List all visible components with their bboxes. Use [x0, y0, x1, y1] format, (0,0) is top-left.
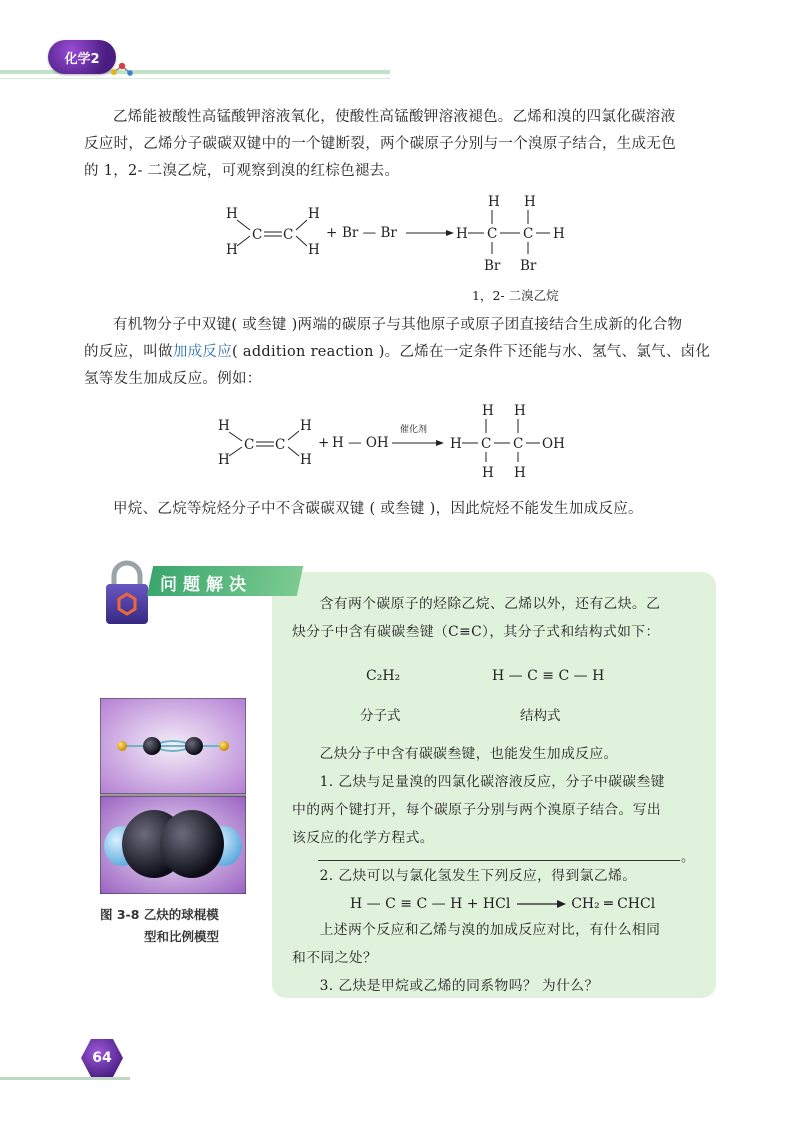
caption-line: 图 3-8 乙炔的球棍模 [100, 907, 219, 922]
lock-icon [104, 560, 150, 626]
atom-c: C [244, 437, 255, 453]
atom-c: C [513, 436, 524, 452]
text-fragment: 的反应，叫做 [84, 344, 173, 360]
atom-h: H [300, 418, 312, 434]
problem-title: 问题解决 [160, 574, 252, 595]
text-fragment: ( addition reaction )。乙烯在一定条件下还能与水、氢气、氯气、卤化 [232, 344, 711, 360]
paragraph-3: 甲烷、乙烷等烷烃分子中不含碳碳双键 ( 或叁键 )，因此烷烃不能发生加成反应。 [113, 501, 643, 517]
reaction-arrow-icon [515, 899, 567, 909]
atom-h: H [482, 465, 494, 480]
atom-h: H [226, 206, 238, 222]
atom-h: H [514, 465, 526, 480]
atom-c: C [523, 226, 534, 242]
atom-h: H [226, 242, 238, 258]
answer-period: 。 [681, 850, 695, 865]
atom-br: Br [484, 258, 501, 274]
atom-c: C [275, 437, 286, 453]
text-line: 该反应的化学方程式。 [292, 830, 434, 846]
page-number: 64 [92, 1050, 112, 1066]
text-line: 和不同之处？ [292, 950, 378, 966]
atom-br: Br [520, 258, 537, 274]
molecule-decoration-icon [110, 60, 134, 78]
atom-c: C [481, 436, 492, 452]
atom-h: H [553, 226, 565, 242]
atom-h: H [218, 418, 230, 434]
plus-sign: + [318, 435, 330, 451]
problem-intro [292, 590, 702, 646]
question-2-followup [292, 916, 702, 1000]
text-line: 有机物分子中双键( 或叁键 )两端的碳原子与其他原子或原子团直接结合生成新的化合物 [113, 317, 683, 333]
equation-left: H — C ≡ C — H + HCl [350, 896, 511, 912]
atom-h: H [300, 452, 312, 468]
atom-h: H [308, 206, 320, 222]
atom-h: H [482, 403, 494, 419]
reagent-br2: Br — Br [342, 225, 397, 241]
text-line: 中的两个键打开，每个碳原子分别与两个溴原子结合。写出 [292, 802, 662, 818]
problem-questions [292, 740, 702, 852]
paragraph-2 [84, 312, 712, 393]
hydroxyl-group: OH [542, 436, 565, 452]
paragraph-1 [84, 104, 712, 185]
atom-c: C [252, 227, 263, 243]
water-addition-equation [210, 400, 610, 480]
atom-h: H [450, 436, 462, 452]
header-rule [0, 78, 390, 79]
plus-sign: + [326, 225, 338, 241]
acetylene-molecular-formula: C₂H₂ [366, 668, 401, 684]
term-addition-reaction: 加成反应 [172, 344, 233, 360]
text-line: 乙炔分子中含有碳碳叁键，也能发生加成反应。 [319, 746, 618, 762]
atom-h: H [524, 194, 536, 210]
figure-caption [100, 904, 260, 948]
structural-formula-label: 结构式 [520, 708, 561, 724]
molecular-formula-label: 分子式 [360, 708, 401, 724]
text-line [84, 339, 712, 366]
text-line: 炔分子中含有碳碳叁键（C≡C），其分子式和结构式如下： [292, 624, 660, 640]
acetylene-model-image [100, 698, 246, 894]
atom-c: C [487, 226, 498, 242]
question-2: 2. 乙炔可以与氯化氢发生下列反应，得到氯乙烯。 [319, 868, 637, 884]
answer-blank-line[interactable] [318, 860, 680, 861]
question-3: 3. 乙炔是甲烷或乙烯的同系物吗？ 为什么？ [319, 978, 599, 994]
equation-right: CH₂ ═ CHCl [571, 896, 656, 912]
catalyst-label: 催化剂 [400, 425, 428, 435]
atom-h: H [218, 452, 230, 468]
atom-c: C [283, 227, 294, 243]
text-line: 乙烯能被酸性高锰酸钾溶液氧化，使酸性高锰酸钾溶液褪色。乙烯和溴的四氯化碳溶液 [113, 109, 676, 125]
bromine-addition-equation [210, 192, 610, 308]
text-line: 氢等发生加成反应。例如： [84, 371, 262, 387]
text-line: 上述两个反应和乙烯与溴的加成反应对比，有什么相同 [319, 922, 661, 938]
text-line: 含有两个碳原子的烃除乙烷、乙烯以外，还有乙炔。乙 [319, 596, 661, 612]
reagent-water: H — OH [332, 435, 389, 451]
question-1: 1. 乙炔与足量溴的四氯化碳溶液反应，分子中碳碳叁键 [319, 774, 665, 790]
caption-line: 型和比例模型 [144, 929, 220, 944]
atom-h: H [456, 226, 468, 242]
question-2-block [292, 862, 702, 890]
hcl-addition-equation [350, 890, 655, 918]
text-line: 反应时，乙烯分子碳碳双键中的一个键断裂，两个碳原子分别与一个溴原子结合，生成无色 [84, 136, 676, 152]
book-title-badge: 化学2 [48, 40, 116, 74]
atom-h: H [514, 403, 526, 419]
atom-h: H [308, 242, 320, 258]
text-line: 的 1，2- 二溴乙烷，可观察到溴的红棕色褪去。 [84, 163, 400, 179]
atom-h: H [488, 194, 500, 210]
acetylene-structural-formula: H — C ≡ C — H [492, 668, 605, 684]
product-name: 1，2- 二溴乙烷 [472, 288, 559, 303]
